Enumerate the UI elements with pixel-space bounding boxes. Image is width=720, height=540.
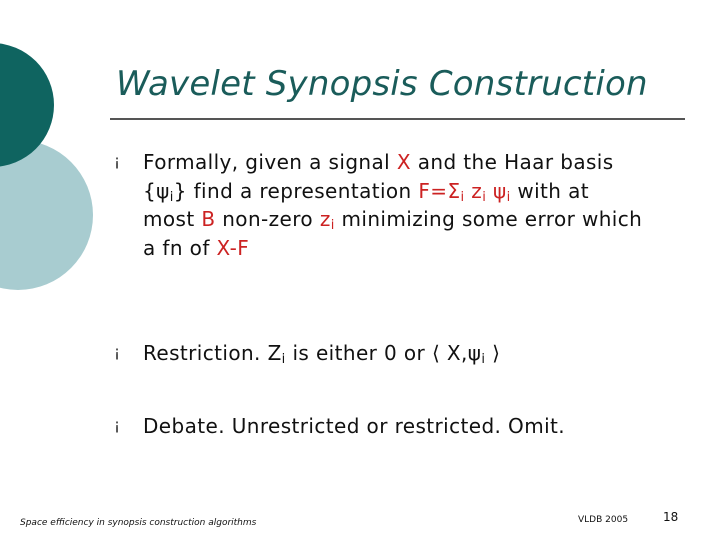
bullet-1-line-1: Formally, given a signal X and the Haar basis	[143, 150, 614, 174]
bullet-1-line-4: a fn of X-F	[143, 235, 250, 260]
bullet-marker: ¡	[114, 343, 121, 361]
bullet-formally	[143, 148, 688, 262]
footer-conference: VLDB 2005	[578, 515, 629, 525]
bullet-1-line-2: $\{\psi_i\}$ find a representation $F=\Sigma_i$ $z_i$ $\psi_i$ with at	[143, 178, 590, 205]
decorative-circles	[0, 0, 110, 300]
title-divider	[110, 118, 685, 120]
bullet-restriction: Restriction. $Z_i$ is either 0 or ⟨ $X,\psi_i$ ⟩	[143, 341, 501, 367]
slide-title: Wavelet Synopsis Construction	[116, 64, 648, 104]
bullet-debate: Debate. Unrestricted or restricted. Omit.	[143, 414, 566, 438]
bullet-1-line-3: most B non-zero $z_i$ minimizing some error which	[143, 207, 643, 233]
page-number: 18	[663, 510, 679, 524]
bullet-marker: ¡	[114, 152, 121, 170]
footer-caption: Space efficiency in synopsis construction algorithms	[20, 518, 257, 528]
bullet-marker: ¡	[114, 416, 121, 434]
